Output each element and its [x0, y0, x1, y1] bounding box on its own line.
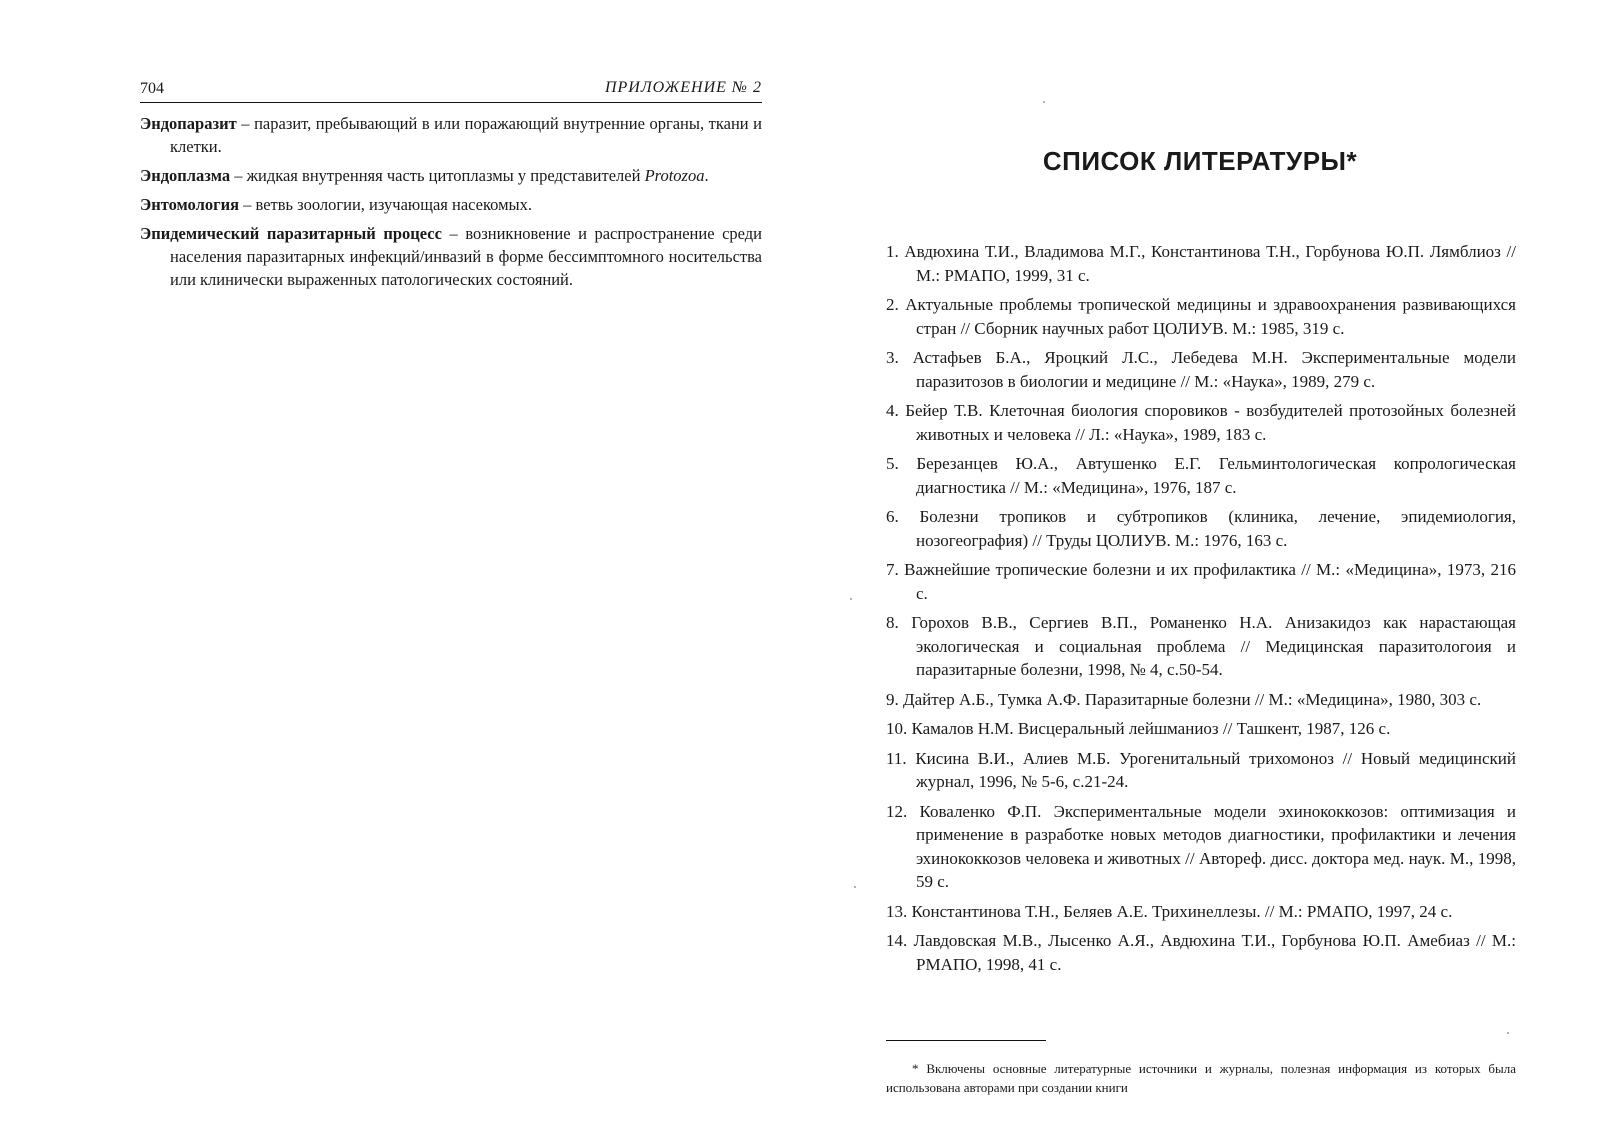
reference-item: 11. Кисина В.И., Алиев М.Б. Урогенитальный трихомоноз // Новый медицинский журнал, 1996, № 5-6, с.21-24. [886, 748, 1516, 791]
glossary-entry [140, 193, 762, 216]
glossary-definition: – паразит, пребывающий в или поражающий внутренние органы, ткани и клетки. [170, 114, 762, 156]
scan-speck [850, 598, 852, 600]
reference-item: 7. Важнейшие тропические болезни и их профилактика // М.: «Медицина», 1973, 216 с. [886, 560, 1516, 603]
footnote-rule [886, 1040, 1046, 1041]
scan-speck [854, 886, 856, 888]
reference-item: 12. Коваленко Ф.П. Экспериментальные модели эхинококкозов: оптимизация и применение в разработке новых методов диагностики, профилактики и лечения эхинококкозов человека и животных // Автореф. дисс. доктора мед. наук. М., 1998, 59 с. [886, 801, 1516, 891]
reference-item: 8. Горохов В.В., Сергиев В.П., Романенко Н.А. Анизакидоз как нарастающая экологическая и социальная проблема // Медицинская паразитологоия и паразитарные болезни, 1998, № 4, с.50-54. [886, 613, 1516, 679]
glossary-term: Эндоплазма [140, 166, 231, 185]
page-number: 704 [140, 80, 164, 97]
bibliography-title: СПИСОК ЛИТЕРАТУРЫ* [1042, 146, 1358, 176]
glossary-entry [140, 112, 762, 158]
reference-item: 5. Березанцев Ю.А., Автушенко Е.Г. Гельминтологическая копрологическая диагностика // М.: «Медицина», 1976, 187 с. [886, 454, 1516, 497]
reference-item: 9. Дайтер А.Б., Тумка А.Ф. Паразитарные болезни // М.: «Медицина», 1980, 303 с. [886, 689, 1482, 709]
glossary-definition: – жидкая внутренняя часть цитоплазмы у представителей [230, 166, 645, 185]
reference-item: 13. Константинова Т.Н., Беляев А.Е. Трихинеллезы. // М.: РМАПО, 1997, 24 с. [886, 901, 1453, 921]
section-title: ПРИЛОЖЕНИЕ № 2 [604, 79, 762, 96]
footnote: * Включены основные литературные источники и журналы, полезная информация из которых была использована авторами при создании книги [886, 1061, 1516, 1095]
glossary [140, 112, 762, 297]
glossary-entry [140, 164, 762, 187]
reference-item: 1. Авдюхина Т.И., Владимова М.Г., Константинова Т.Н., Горбунова Ю.П. Лямблиоз // М.: РМАПО, 1999, 31 с. [886, 242, 1516, 285]
reference-item: 10. Камалов Н.М. Висцеральный лейшманиоз // Ташкент, 1987, 126 с. [886, 719, 1391, 738]
glossary-term: Энтомология [140, 195, 240, 214]
running-head [140, 78, 762, 103]
glossary-definition-end: . [704, 166, 709, 185]
reference-item: 4. Бейер Т.В. Клеточная биология споровиков - возбудителей протозойных болезней животных и человека // Л.: «Наука», 1989, 183 с. [886, 401, 1516, 444]
glossary-definition-latin: Protozoa [644, 166, 705, 185]
reference-item: 14. Лавдовская М.В., Лысенко А.Я., Авдюхина Т.И., Горбунова Ю.П. Амебиаз // М.: РМАПО, 1998, 41 с. [886, 931, 1516, 974]
reference-item: 6. Болезни тропиков и субтропиков (клиника, лечение, эпидемиология, нозогеография) // Труды ЦОЛИУВ. М.: 1976, 163 с. [886, 507, 1516, 550]
reference-item: 3. Астафьев Б.А., Яроцкий Л.С., Лебедева М.Н. Экспериментальные модели паразитозов в биологии и медицине // М.: «Наука», 1989, 279 с. [886, 348, 1516, 391]
reference-item: 2. Актуальные проблемы тропической медицины и здравоохранения развивающихся стран // Сборник научных работ ЦОЛИУВ. М.: 1985, 319 с. [886, 295, 1516, 338]
scan-speck [1507, 1032, 1509, 1034]
glossary-entry [140, 222, 762, 291]
bibliography-list [886, 240, 1516, 982]
scan-speck [1043, 101, 1045, 103]
glossary-term: Эндопаразит [140, 114, 237, 133]
glossary-definition: – возникновение и распространение среди населения паразитарных инфекций/инвазий в форме бессимптомного носительства или клинически выраженных патологических состояний. [170, 224, 762, 289]
glossary-term: Эпидемический паразитарный процесс [140, 224, 442, 243]
right-page [800, 0, 1600, 1133]
glossary-definition: – ветвь зоологии, изучающая насекомых. [239, 195, 533, 214]
